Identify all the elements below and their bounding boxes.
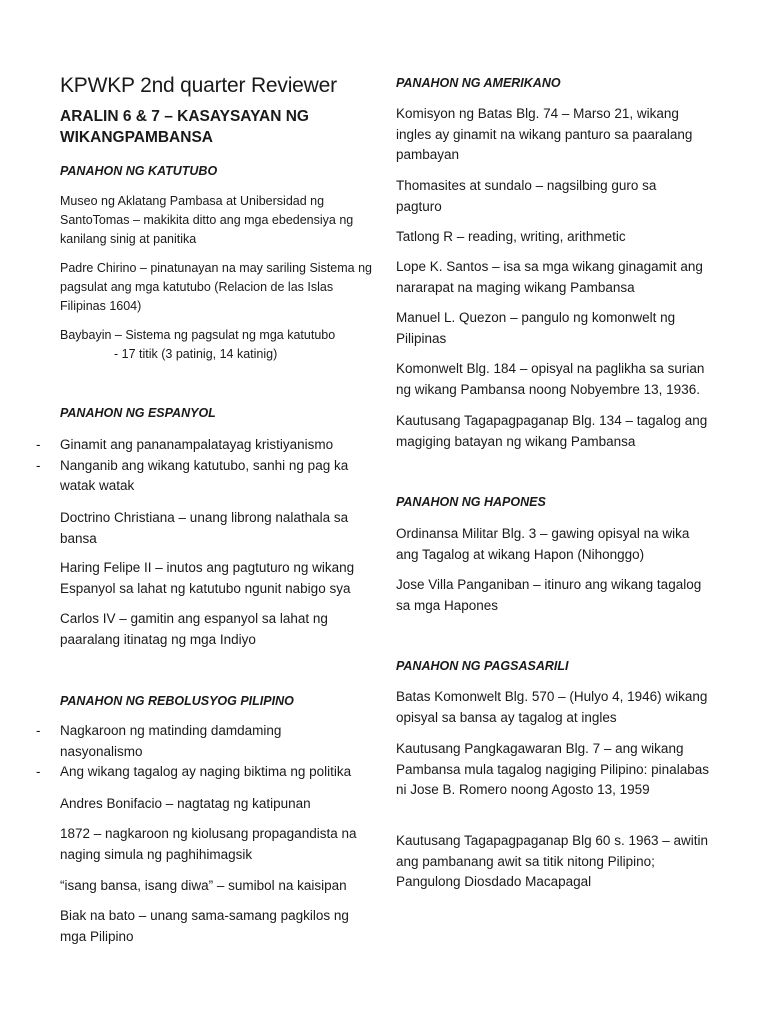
bullet-text: Nanganib ang wikang katutubo, sanhi ng pag ka watak watak [60, 457, 349, 493]
section-heading-pagsasarili: PANAHON NG PAGSASARILI [396, 659, 569, 673]
section-heading-rebolusyon: PANAHON NG REBOLUSYOG PILIPINO [60, 694, 294, 708]
subtitle-line-2: WIKANGPAMBANSA [60, 129, 213, 146]
document-subtitle [60, 106, 309, 148]
section-heading-hapones: PANAHON NG HAPONES [396, 495, 546, 509]
pagsasarili-item-1: Batas Komonwelt Blg. 570 – (Hulyo 4, 1946) wikang opisyal sa bansa ay tagalog at ingles [396, 689, 708, 725]
rebolusyon-item-3: “isang bansa, isang diwa” – sumibol na kaisipan [60, 878, 347, 893]
section-heading-katutubo: PANAHON NG KATUTUBO [60, 164, 218, 178]
baybayin-sub-line: - 17 titik (3 patinig, 14 katinig) [114, 347, 278, 361]
hapones-item-2: Jose Villa Panganiban – itinuro ang wikang tagalog sa mga Hapones [396, 577, 702, 613]
bullet-text: Ang wikang tagalog ay naging biktima ng politika [60, 764, 352, 779]
pagsasarili-item-3: Kautusang Tagapagpaganap Blg 60 s. 1963 – awitin ang pambanang awit sa titik nitong Pilipino; Pangulong Diosdado Macapagal [396, 833, 709, 889]
amerikano-item-4: Lope K. Santos – isa sa mga wikang ginagamit ang nararapat na maging wikang Pambansa [396, 259, 703, 295]
dash-bullet: - [36, 437, 41, 452]
pagsasarili-item-2: Kautusang Pangkagawaran Blg. 7 – ang wikang Pambansa mula tagalog nagiging Pilipino: pinalabas ni Jose B. Romero noong Agosto 13, 1959 [396, 741, 709, 797]
subtitle-line-1: ARALIN 6 & 7 – KASAYSAYAN NG [60, 108, 309, 125]
bullet-text: Nagkaroon ng matinding damdaming nasyonalismo [60, 723, 282, 759]
bullet-text: Ginamit ang pananampalatayag kristiyanismo [60, 437, 334, 452]
amerikano-item-5: Manuel L. Quezon – pangulo ng komonwelt ng Pilipinas [396, 310, 676, 346]
amerikano-item-6: Komonwelt Blg. 184 – opisyal na paglikha sa surian ng wikang Pambansa noong Nobyembre 13, 1936. [396, 361, 705, 397]
amerikano-item-2: Thomasites at sundalo – nagsilbing guro sa pagturo [396, 178, 657, 214]
rebolusyon-item-2: 1872 – nagkaroon ng kiolusang propagandista na naging simula ng paghihimagsik [60, 826, 357, 862]
espanyol-item-3: Carlos IV – gamitin ang espanyol sa lahat ng paaralang itinatag ng mga Indiyo [60, 611, 328, 647]
espanyol-item-1: Doctrino Christiana – unang librong nalathala sa bansa [60, 510, 349, 546]
dash-bullet: - [36, 723, 41, 738]
amerikano-item-7: Kautusang Tagapagpaganap Blg. 134 – tagalog ang magiging batayan ng wikang Pambansa [396, 413, 708, 449]
dash-bullet: - [36, 764, 41, 779]
rebolusyon-item-1: Andres Bonifacio – nagtatag ng katipunan [60, 796, 311, 811]
katutubo-paragraph-1: Museo ng Aklatang Pambasa at Unibersidad ng SantoTomas – makikita ditto ang mga ebedensiya ng kanilang sinig at panitika [60, 194, 354, 246]
list-item [36, 721, 360, 762]
katutubo-paragraph-2: Padre Chirino – pinatunayan na may sariling Sistema ng pagsulat ang mga katutubo (Relacion de las Islas Filipinas 1604) [60, 261, 372, 313]
list-item [36, 456, 360, 497]
dash-bullet: - [36, 457, 41, 473]
section-heading-espanyol: PANAHON NG ESPANYOL [60, 406, 216, 420]
document-title: KPWKP 2nd quarter Reviewer [60, 74, 337, 97]
amerikano-item-3: Tatlong R – reading, writing, arithmetic [396, 229, 626, 244]
espanyol-item-2: Haring Felipe II – inutos ang pagtuturo ng wikang Espanyol sa lahat ng katutubo ngunit nabigo sya [60, 560, 355, 596]
rebolusyon-item-4: Biak na bato – unang sama-samang pagkilos ng mga Pilipino [60, 908, 349, 944]
baybayin-line: Baybayin – Sistema ng pagsulat ng mga katutubo [60, 328, 336, 342]
katutubo-paragraph-3 [60, 326, 376, 364]
hapones-item-1: Ordinansa Militar Blg. 3 – gawing opisyal na wika ang Tagalog at wikang Hapon (Nihonggo) [396, 526, 690, 562]
amerikano-item-1: Komisyon ng Batas Blg. 74 – Marso 21, wikang ingles ay ginamit na wikang panturo sa paaralang pambayan [396, 106, 693, 162]
section-heading-amerikano: PANAHON NG AMERIKANO [396, 76, 561, 90]
espanyol-bullet-list [36, 435, 360, 497]
list-item [36, 762, 360, 783]
list-item [36, 435, 360, 456]
rebolusyon-bullet-list [36, 721, 360, 783]
